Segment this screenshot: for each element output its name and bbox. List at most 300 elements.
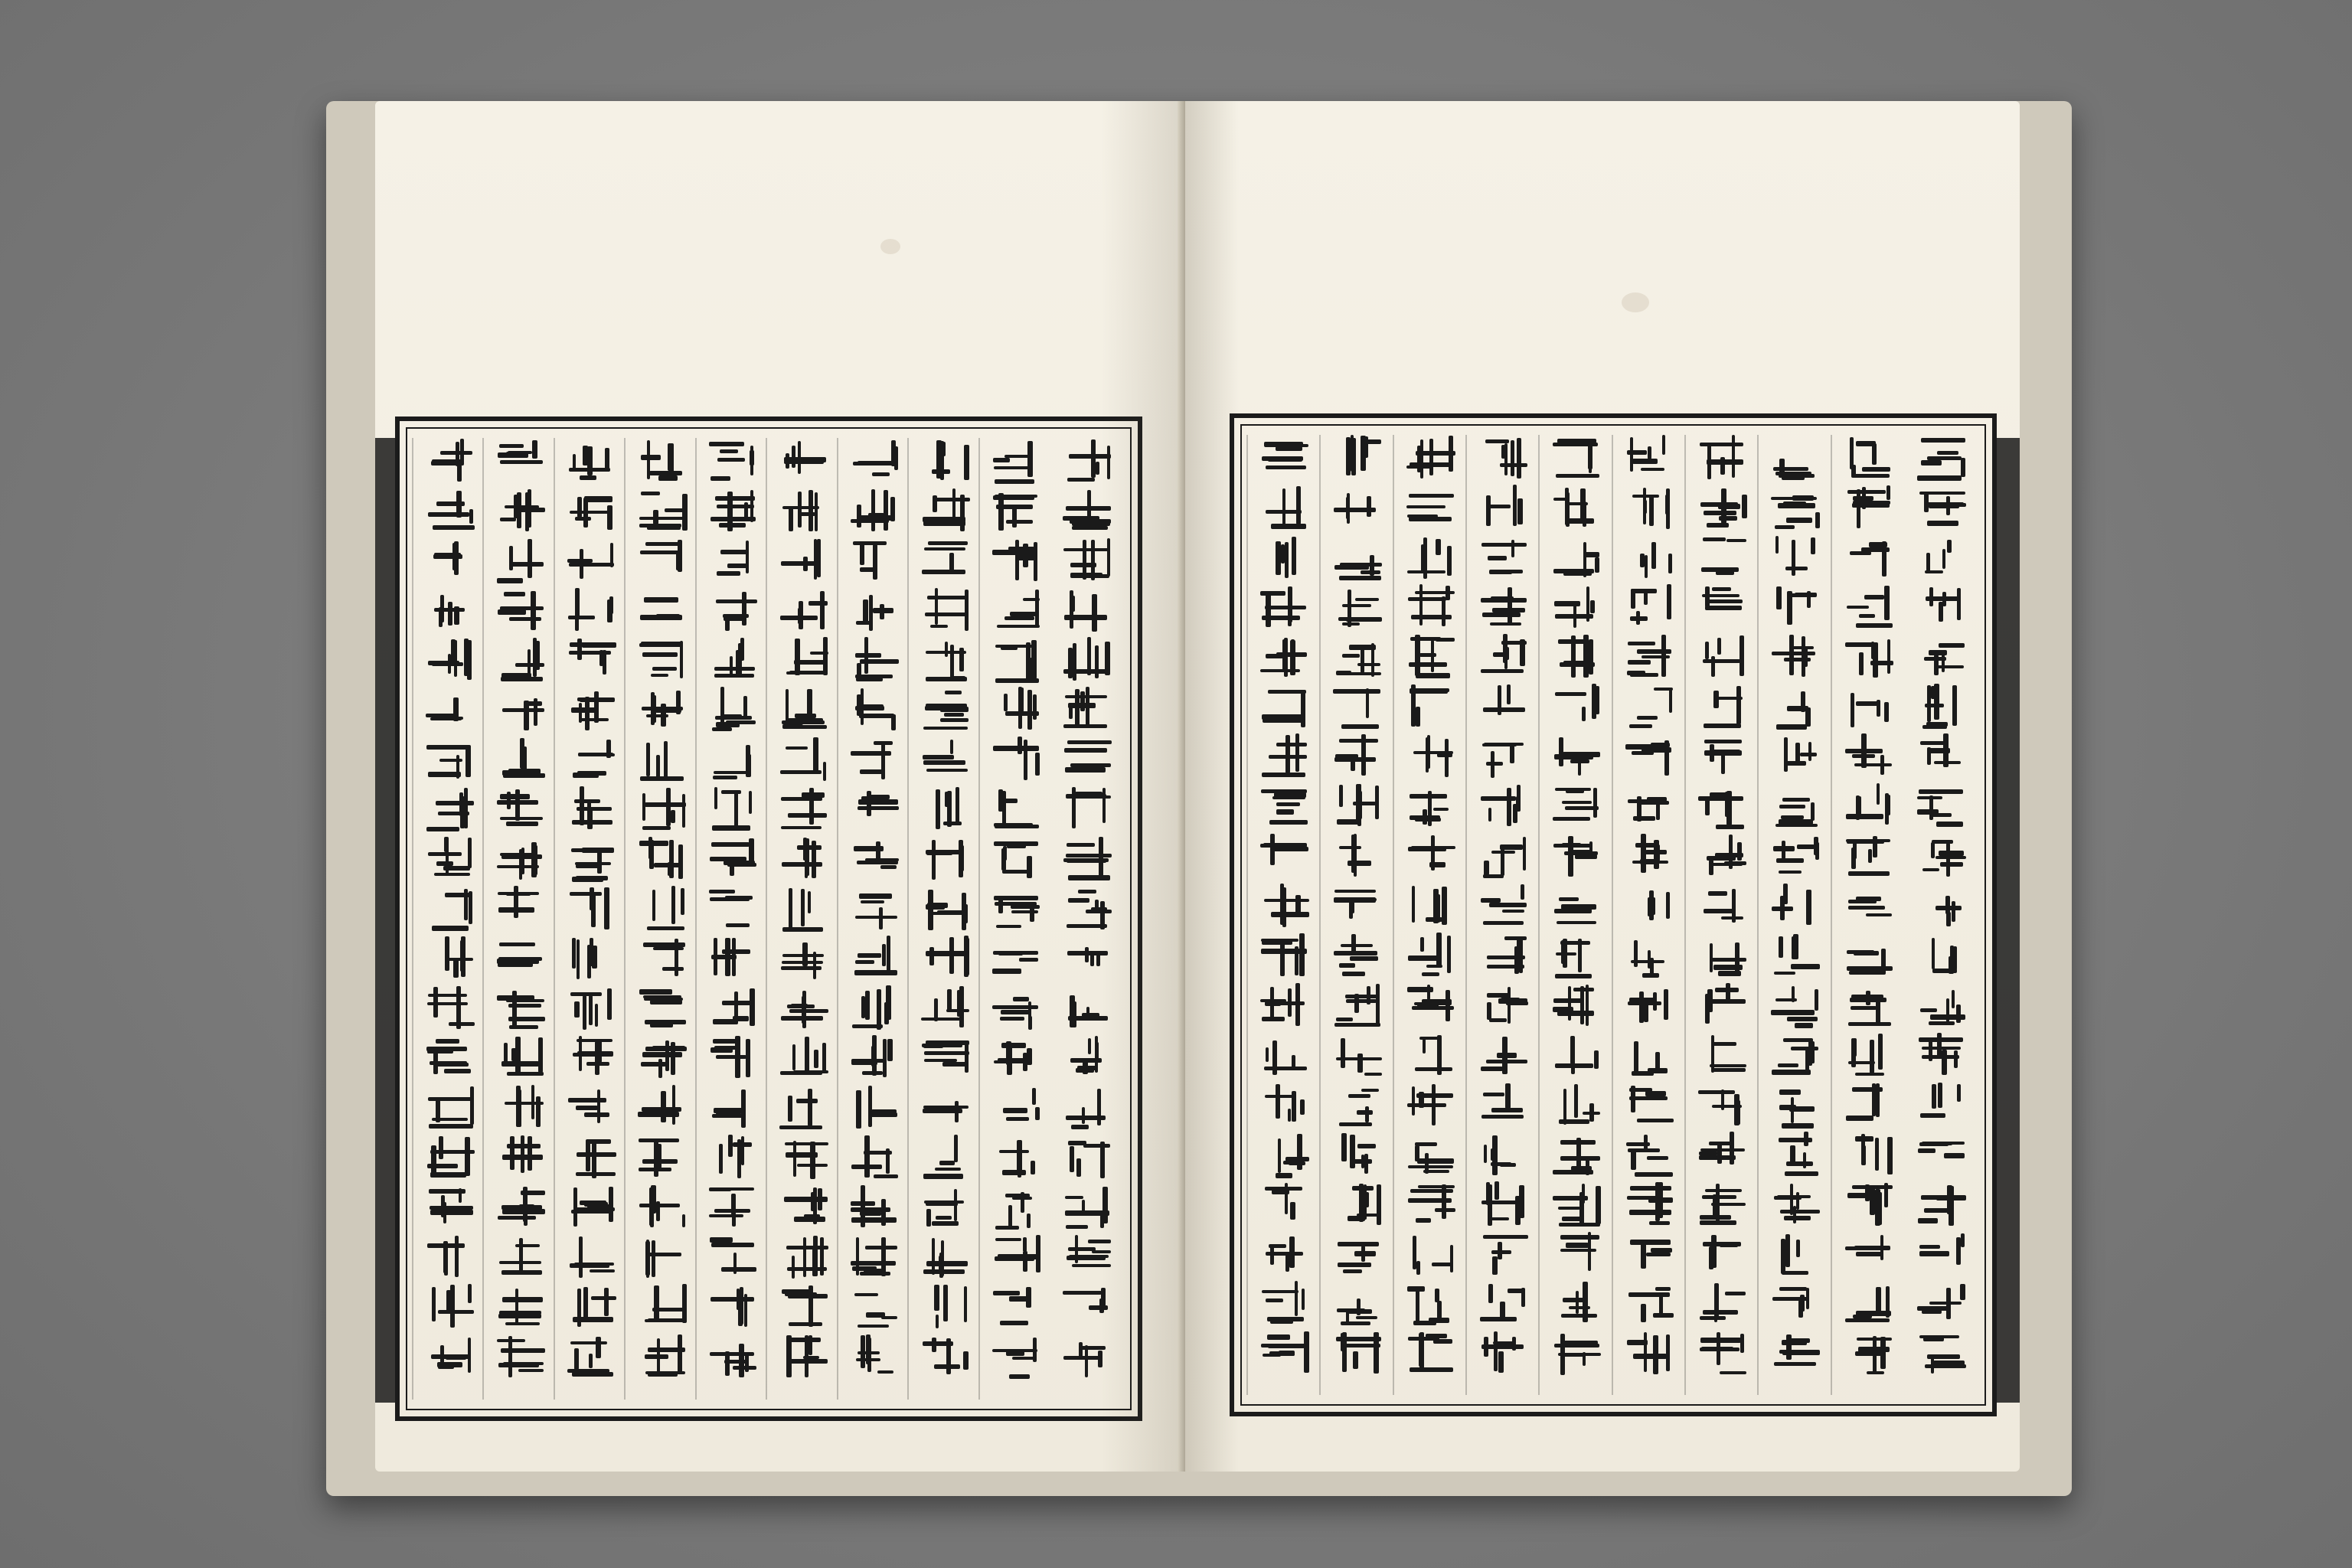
printed-character xyxy=(1479,634,1528,680)
right-page xyxy=(1185,101,2020,1472)
printed-character xyxy=(1625,733,1674,779)
printed-character xyxy=(709,488,758,534)
printed-character xyxy=(779,438,828,484)
printed-character xyxy=(1406,534,1455,580)
printed-character xyxy=(1063,836,1112,882)
text-column xyxy=(1399,435,1463,1395)
printed-character xyxy=(1844,1331,1893,1377)
printed-character xyxy=(1698,833,1747,879)
printed-character xyxy=(779,936,828,982)
printed-character xyxy=(1552,534,1601,580)
printed-character xyxy=(1771,883,1820,929)
printed-character xyxy=(1625,933,1674,978)
printed-character xyxy=(1260,485,1309,531)
printed-character xyxy=(496,836,545,882)
printed-character xyxy=(921,786,970,832)
text-columns-right xyxy=(1253,435,1974,1395)
printed-character xyxy=(1333,1331,1382,1377)
printed-character xyxy=(709,836,758,882)
printed-character xyxy=(426,1035,475,1081)
printed-character xyxy=(992,936,1041,982)
text-column xyxy=(1472,435,1536,1395)
printed-character xyxy=(638,1284,687,1330)
printed-character xyxy=(1844,584,1893,630)
printed-character xyxy=(1333,435,1382,481)
printed-character xyxy=(1406,733,1455,779)
printed-character xyxy=(1771,1082,1820,1128)
printed-character xyxy=(1333,833,1382,879)
text-column xyxy=(1055,438,1119,1400)
printed-character xyxy=(1625,1132,1674,1178)
printed-character xyxy=(1260,1082,1309,1128)
printed-character xyxy=(426,936,475,982)
printed-character xyxy=(426,438,475,484)
printed-character xyxy=(709,637,758,683)
printed-character xyxy=(1479,883,1528,929)
paper-stain xyxy=(880,239,900,254)
text-column xyxy=(1909,435,1974,1395)
printed-character xyxy=(1771,982,1820,1028)
printed-character xyxy=(1406,1281,1455,1327)
printed-character xyxy=(1479,1281,1528,1327)
text-column xyxy=(630,438,694,1400)
printed-character xyxy=(426,637,475,683)
text-column xyxy=(985,438,1049,1400)
printed-character xyxy=(1333,1132,1382,1178)
printed-character xyxy=(1698,883,1747,929)
printed-character xyxy=(779,1035,828,1081)
printed-character xyxy=(1771,733,1820,779)
printed-character xyxy=(1552,684,1601,730)
printed-character xyxy=(1698,1181,1747,1227)
printed-character xyxy=(496,587,545,633)
printed-character xyxy=(1917,1231,1966,1277)
printed-character xyxy=(1260,733,1309,779)
printed-character xyxy=(638,488,687,534)
printed-character xyxy=(1552,1231,1601,1277)
printed-character xyxy=(426,1284,475,1330)
text-frame-left xyxy=(395,416,1142,1421)
printed-character xyxy=(567,438,616,484)
printed-character xyxy=(1771,634,1820,680)
printed-character xyxy=(851,1284,900,1330)
printed-character xyxy=(567,637,616,683)
printed-character xyxy=(1552,1181,1601,1227)
text-column xyxy=(418,438,482,1400)
printed-character xyxy=(1479,1032,1528,1078)
printed-character xyxy=(992,1184,1041,1230)
printed-character xyxy=(1844,933,1893,978)
printed-character xyxy=(1063,1234,1112,1280)
printed-character xyxy=(1063,637,1112,683)
printed-character xyxy=(851,637,900,683)
printed-character xyxy=(921,1035,970,1081)
printed-character xyxy=(1917,783,1966,829)
printed-character xyxy=(1063,1135,1112,1181)
printed-character xyxy=(638,438,687,484)
printed-character xyxy=(1479,982,1528,1028)
printed-character xyxy=(992,587,1041,633)
printed-character xyxy=(1260,435,1309,481)
printed-character xyxy=(1063,488,1112,534)
printed-character xyxy=(1260,1181,1309,1227)
printed-character xyxy=(992,886,1041,932)
text-column xyxy=(772,438,836,1400)
printed-character xyxy=(992,1284,1041,1330)
printed-character xyxy=(1406,435,1455,481)
printed-character xyxy=(779,737,828,782)
printed-character xyxy=(1625,833,1674,879)
printed-character xyxy=(921,687,970,733)
printed-character xyxy=(1406,684,1455,730)
printed-character xyxy=(1260,1032,1309,1078)
printed-character xyxy=(496,687,545,733)
printed-character xyxy=(1771,584,1820,630)
printed-character xyxy=(426,836,475,882)
printed-character xyxy=(779,1284,828,1330)
text-column xyxy=(1690,435,1755,1395)
printed-character xyxy=(1552,783,1601,829)
text-column xyxy=(1253,435,1317,1395)
printed-character xyxy=(1917,534,1966,580)
printed-character xyxy=(1479,783,1528,829)
text-column xyxy=(1325,435,1390,1395)
printed-character xyxy=(921,1085,970,1131)
printed-character xyxy=(1844,883,1893,929)
printed-character xyxy=(1771,534,1820,580)
printed-character xyxy=(1771,1132,1820,1178)
printed-character xyxy=(638,936,687,982)
printed-character xyxy=(426,537,475,583)
printed-character xyxy=(496,1234,545,1280)
printed-character xyxy=(1844,684,1893,730)
printed-character xyxy=(779,637,828,683)
printed-character xyxy=(921,537,970,583)
printed-character xyxy=(1698,1082,1747,1128)
printed-character xyxy=(779,687,828,733)
printed-character xyxy=(851,438,900,484)
printed-character xyxy=(992,537,1041,583)
printed-character xyxy=(851,985,900,1031)
printed-character xyxy=(921,1334,970,1380)
printed-character xyxy=(638,1035,687,1081)
printed-character xyxy=(709,1035,758,1081)
printed-character xyxy=(1063,936,1112,982)
printed-character xyxy=(1333,1181,1382,1227)
printed-character xyxy=(1771,833,1820,879)
printed-character xyxy=(709,936,758,982)
printed-character xyxy=(1698,684,1747,730)
printed-character xyxy=(1260,634,1309,680)
printed-character xyxy=(1844,1231,1893,1277)
printed-character xyxy=(1917,1281,1966,1327)
printed-character xyxy=(1625,1331,1674,1377)
printed-character xyxy=(851,687,900,733)
printed-character xyxy=(921,488,970,534)
printed-character xyxy=(1552,933,1601,978)
printed-character xyxy=(1552,634,1601,680)
printed-character xyxy=(1260,883,1309,929)
printed-character xyxy=(1406,485,1455,531)
printed-character xyxy=(496,1135,545,1181)
printed-character xyxy=(779,537,828,583)
printed-character xyxy=(1698,1331,1747,1377)
text-column xyxy=(560,438,624,1400)
printed-character xyxy=(851,1234,900,1280)
printed-character xyxy=(1063,687,1112,733)
printed-character xyxy=(1917,634,1966,680)
printed-character xyxy=(709,1085,758,1131)
printed-character xyxy=(779,886,828,932)
printed-character xyxy=(851,1035,900,1081)
printed-character xyxy=(1625,435,1674,481)
printed-character xyxy=(709,438,758,484)
printed-character xyxy=(1625,783,1674,829)
printed-character xyxy=(496,886,545,932)
printed-character xyxy=(496,737,545,782)
printed-character xyxy=(779,488,828,534)
printed-character xyxy=(779,786,828,832)
printed-character xyxy=(1063,1184,1112,1230)
printed-character xyxy=(426,985,475,1031)
text-columns-left xyxy=(418,438,1119,1400)
text-column xyxy=(701,438,766,1400)
printed-character xyxy=(1844,1082,1893,1128)
printed-character xyxy=(567,1284,616,1330)
printed-character xyxy=(1625,534,1674,580)
printed-character xyxy=(567,1035,616,1081)
printed-character xyxy=(921,587,970,633)
printed-character xyxy=(992,687,1041,733)
text-column xyxy=(1618,435,1682,1395)
printed-character xyxy=(1625,634,1674,680)
printed-character xyxy=(992,985,1041,1031)
printed-character xyxy=(1333,1032,1382,1078)
printed-character xyxy=(851,1135,900,1181)
printed-character xyxy=(1698,982,1747,1028)
printed-character xyxy=(567,985,616,1031)
printed-character xyxy=(638,1085,687,1131)
printed-character xyxy=(709,1184,758,1230)
text-column xyxy=(913,438,978,1400)
printed-character xyxy=(921,936,970,982)
printed-character xyxy=(1917,1181,1966,1227)
text-column xyxy=(1544,435,1609,1395)
printed-character xyxy=(1260,783,1309,829)
printed-character xyxy=(779,1085,828,1131)
printed-character xyxy=(1771,1281,1820,1327)
printed-character xyxy=(1844,733,1893,779)
printed-character xyxy=(851,836,900,882)
printed-character xyxy=(496,936,545,982)
printed-character xyxy=(1260,584,1309,630)
printed-character xyxy=(1063,438,1112,484)
printed-character xyxy=(1552,435,1601,481)
text-column xyxy=(1837,435,1901,1395)
printed-character xyxy=(1917,684,1966,730)
printed-character xyxy=(1333,783,1382,829)
printed-character xyxy=(921,637,970,683)
printed-character xyxy=(1844,783,1893,829)
printed-character xyxy=(1260,933,1309,978)
printed-character xyxy=(1333,684,1382,730)
printed-character xyxy=(1333,1082,1382,1128)
printed-character xyxy=(1917,584,1966,630)
printed-character xyxy=(1333,584,1382,630)
printed-character xyxy=(1625,1231,1674,1277)
printed-character xyxy=(1625,883,1674,929)
printed-character xyxy=(1479,534,1528,580)
page-edge-mark-right xyxy=(1997,438,2020,1403)
printed-character xyxy=(567,836,616,882)
printed-character xyxy=(496,488,545,534)
printed-character xyxy=(1844,982,1893,1028)
printed-character xyxy=(1552,1032,1601,1078)
printed-character xyxy=(1063,1334,1112,1380)
printed-character xyxy=(567,1184,616,1230)
printed-character xyxy=(851,886,900,932)
printed-character xyxy=(496,1334,545,1380)
printed-character xyxy=(1698,534,1747,580)
printed-character xyxy=(1698,584,1747,630)
printed-character xyxy=(1917,833,1966,879)
printed-character xyxy=(1063,1085,1112,1131)
printed-character xyxy=(1479,1181,1528,1227)
printed-character xyxy=(992,1135,1041,1181)
printed-character xyxy=(1698,435,1747,481)
printed-character xyxy=(426,786,475,832)
printed-character xyxy=(1479,1331,1528,1377)
printed-character xyxy=(1625,982,1674,1028)
printed-character xyxy=(1406,883,1455,929)
printed-character xyxy=(1552,1082,1601,1128)
printed-character xyxy=(1844,1132,1893,1178)
printed-character xyxy=(638,836,687,882)
printed-character xyxy=(1771,1231,1820,1277)
printed-character xyxy=(426,1184,475,1230)
printed-character xyxy=(1063,587,1112,633)
printed-character xyxy=(709,537,758,583)
printed-character xyxy=(921,1184,970,1230)
printed-character xyxy=(1552,733,1601,779)
printed-character xyxy=(921,438,970,484)
printed-character xyxy=(1917,1032,1966,1078)
printed-character xyxy=(709,687,758,733)
printed-character xyxy=(1406,982,1455,1028)
printed-character xyxy=(1063,886,1112,932)
printed-character xyxy=(1844,534,1893,580)
printed-character xyxy=(426,1334,475,1380)
printed-character xyxy=(426,587,475,633)
printed-character xyxy=(1698,1032,1747,1078)
printed-character xyxy=(921,737,970,782)
printed-character xyxy=(1698,783,1747,829)
printed-character xyxy=(992,737,1041,782)
printed-character xyxy=(496,637,545,683)
printed-character xyxy=(709,587,758,633)
printed-character xyxy=(1406,1181,1455,1227)
printed-character xyxy=(1552,485,1601,531)
printed-character xyxy=(1406,1132,1455,1178)
printed-character xyxy=(1406,933,1455,978)
printed-character xyxy=(1260,833,1309,879)
printed-character xyxy=(1771,1032,1820,1078)
printed-character xyxy=(779,1135,828,1181)
printed-character xyxy=(1625,684,1674,730)
printed-character xyxy=(638,537,687,583)
printed-character xyxy=(638,637,687,683)
printed-character xyxy=(426,687,475,733)
text-frame-right xyxy=(1230,413,1997,1416)
printed-character xyxy=(1406,1082,1455,1128)
printed-character xyxy=(779,985,828,1031)
printed-character xyxy=(1625,1032,1674,1078)
printed-character xyxy=(1479,485,1528,531)
printed-character xyxy=(779,1184,828,1230)
printed-character xyxy=(1479,584,1528,630)
printed-character xyxy=(1406,1032,1455,1078)
printed-character xyxy=(851,1085,900,1131)
printed-character xyxy=(496,1284,545,1330)
printed-character xyxy=(1625,485,1674,531)
text-column xyxy=(843,438,907,1400)
printed-character xyxy=(638,1184,687,1230)
text-column xyxy=(488,438,553,1400)
printed-character xyxy=(1917,1331,1966,1377)
printed-character xyxy=(638,737,687,782)
printed-character xyxy=(1333,634,1382,680)
printed-character xyxy=(567,886,616,932)
printed-character xyxy=(496,1035,545,1081)
printed-character xyxy=(1698,485,1747,531)
printed-character xyxy=(1333,534,1382,580)
printed-character xyxy=(992,1234,1041,1280)
printed-character xyxy=(1771,485,1820,531)
printed-character xyxy=(1479,833,1528,879)
printed-character xyxy=(1917,435,1966,481)
printed-character xyxy=(1552,1331,1601,1377)
printed-character xyxy=(1333,1281,1382,1327)
printed-character xyxy=(992,1035,1041,1081)
printed-character xyxy=(1333,883,1382,929)
printed-character xyxy=(426,488,475,534)
printed-character xyxy=(1479,1082,1528,1128)
printed-character xyxy=(921,1135,970,1181)
printed-character xyxy=(567,936,616,982)
printed-character xyxy=(1698,634,1747,680)
printed-character xyxy=(992,786,1041,832)
printed-character xyxy=(1260,1331,1309,1377)
printed-character xyxy=(1917,883,1966,929)
printed-character xyxy=(1844,1281,1893,1327)
printed-character xyxy=(1063,537,1112,583)
printed-character xyxy=(1406,634,1455,680)
printed-character xyxy=(1917,733,1966,779)
printed-character xyxy=(709,886,758,932)
printed-character xyxy=(709,737,758,782)
printed-character xyxy=(496,1085,545,1131)
printed-character xyxy=(1063,985,1112,1031)
printed-character xyxy=(1063,1284,1112,1330)
printed-character xyxy=(779,836,828,882)
printed-character xyxy=(709,1334,758,1380)
printed-character xyxy=(921,886,970,932)
printed-character xyxy=(851,737,900,782)
printed-character xyxy=(1333,485,1382,531)
printed-character xyxy=(921,836,970,882)
printed-character xyxy=(426,886,475,932)
printed-character xyxy=(1698,1231,1747,1277)
